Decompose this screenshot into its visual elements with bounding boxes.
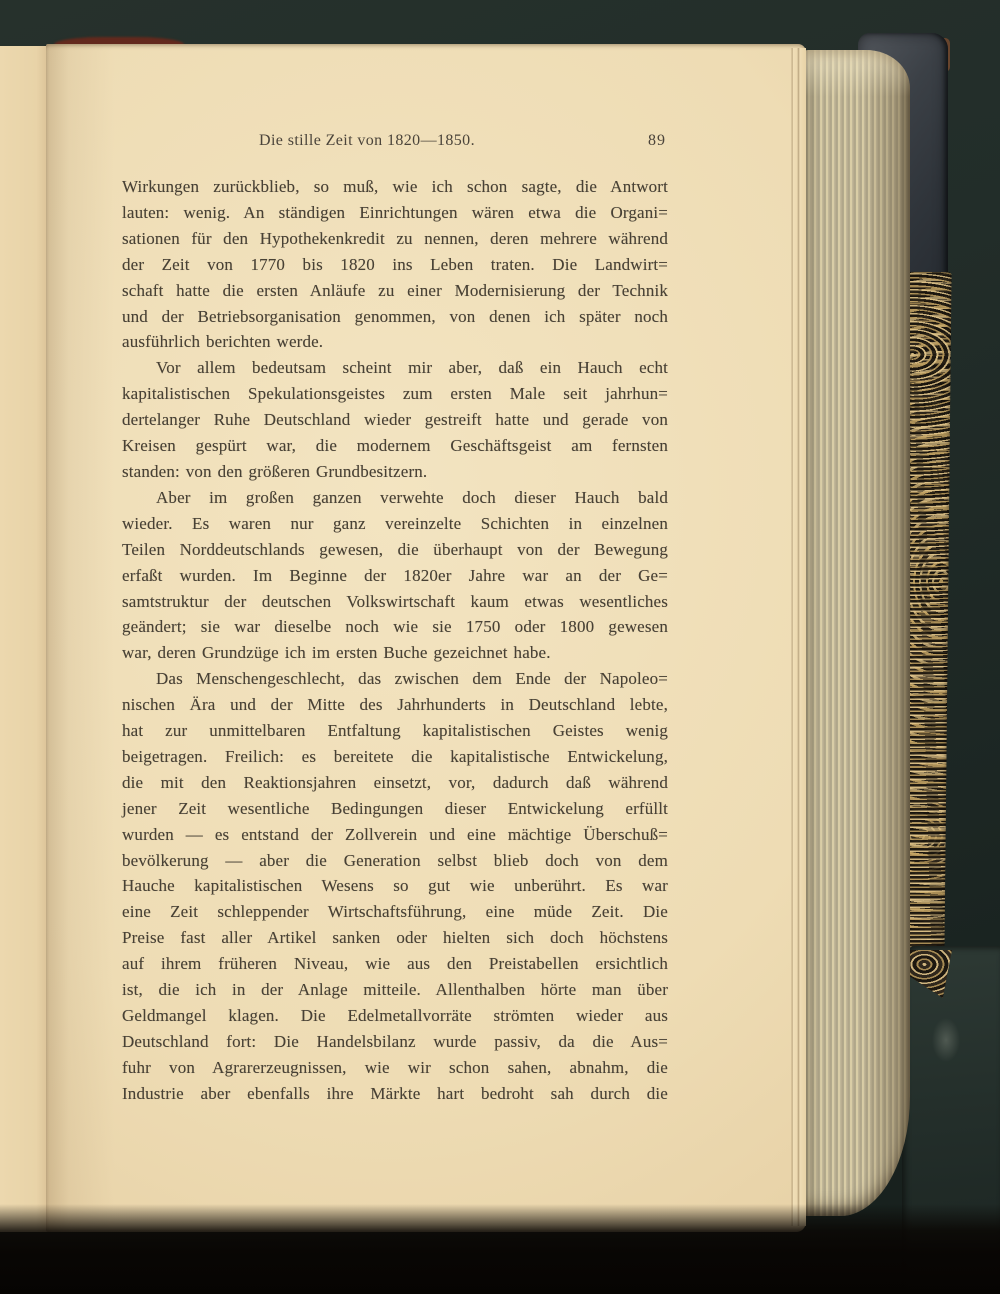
text-line: Kreisen gespürt war, die modernem Geschäftsgeist am fernsten: [122, 436, 668, 456]
text-line: beigetragen. Freilich: es bereitete die kapitalistische Entwickelung,: [122, 746, 668, 766]
text-line: eine Zeit schleppender Wirtschaftsführung, eine müde Zeit. Die: [122, 902, 668, 922]
text-line: schaft hatte die ersten Anläufe zu einer Modernisierung der Technik: [122, 280, 668, 300]
text-line: samtstruktur der deutschen Volkswirtschaft kaum etwas wesentliches: [122, 591, 668, 611]
text-line: bevölkerung — aber die Generation selbst blieb doch von dem: [122, 850, 668, 870]
page-edge-hairlines: [786, 48, 806, 1226]
text-line: wieder. Es waren nur ganz vereinzelte Schichten in einzelnen: [122, 513, 668, 533]
text-line: Aber im großen ganzen verwehte doch dieser Hauch bald: [156, 487, 668, 507]
text-line: sationen für den Hypothekenkredit zu nennen, deren mehrere während: [122, 228, 668, 248]
text-line: ist, die ich in der Anlage mitteile. Allenthalben hörte man über: [122, 980, 668, 1000]
text-line: dertelanger Ruhe Deutschland wieder gestreift hatte und gerade von: [122, 410, 668, 430]
text-line: die mit den Reaktionsjahren einsetzt, vor, dadurch daß während: [122, 772, 668, 792]
text-line: jener Zeit wesentliche Bedingungen dieser Entwickelung erfüllt: [122, 798, 668, 818]
page-stack-fore-edge: [802, 50, 910, 1216]
running-title: Die stille Zeit von 1820—1850.: [259, 132, 475, 149]
text-line: Industrie aber ebenfalls ihre Märkte hart bedroht sah durch die: [122, 1083, 668, 1103]
text-line: Wirkungen zurückblieb, so muß, wie ich schon sagte, die Antwort: [122, 177, 668, 196]
text-line: auf ihrem früheren Niveau, wie aus den Preistabellen ersichtlich: [122, 954, 668, 974]
text-line: Das Menschengeschlecht, das zwischen dem Ende der Napoleo=: [156, 669, 668, 689]
text-line: kapitalistischen Spekulationsgeistes zum ersten Male seit jahrhun=: [122, 384, 668, 404]
text-line: lauten: wenig. An ständigen Einrichtungen wären etwa die Organi=: [122, 202, 668, 222]
text-line: erfaßt wurden. Im Beginne der 1820er Jahre war an der Ge=: [122, 565, 668, 585]
text-line: der Zeit von 1770 bis 1820 ins Leben traten. Die Landwirt=: [122, 254, 668, 274]
page-header: [122, 132, 668, 158]
page-number: 89: [648, 132, 666, 149]
text-line: nischen Ära und der Mitte des Jahrhunderts in Deutschland lebte,: [122, 695, 668, 715]
text-line: Hauche kapitalistischen Wesens so gut wie unberührt. Es war: [122, 876, 668, 896]
text-line: Geldmangel klagen. Die Edelmetallvorräte strömten wieder aus: [122, 1006, 668, 1025]
cover-bottom-worn-spot: [932, 1018, 960, 1062]
paragraph: [122, 485, 668, 666]
paragraph: [122, 174, 668, 355]
text-line: Deutschland fort: Die Handelsbilanz wurde passiv, da die Aus=: [122, 1031, 668, 1051]
text-line: Teilen Norddeutschlands gewesen, die überhaupt von der Bewegung: [122, 539, 668, 559]
paragraph: [122, 666, 668, 1106]
bottom-shadow: [0, 1204, 1000, 1294]
text-line: war, deren Grundzüge ich im ersten Buche gezeichnet habe.: [122, 643, 551, 663]
book-page: [46, 44, 806, 1232]
text-line: wurden — es entstand der Zollverein und eine mächtige Überschuß=: [122, 824, 668, 844]
text-line: fuhr von Agrarerzeugnissen, wie wir schon sahen, abnahm, die: [122, 1057, 668, 1077]
text-block: [122, 174, 668, 1107]
paragraph: [122, 355, 668, 485]
text-line: geändert; sie war dieselbe noch wie sie 1750 oder 1800 gewesen: [122, 617, 668, 637]
text-line: Preise fast aller Artikel sanken oder hielten sich doch höchstens: [122, 928, 668, 948]
text-line: Vor allem bedeutsam scheint mir aber, daß ein Hauch echt: [156, 358, 668, 378]
text-line: und der Betriebsorganisation genommen, von denen ich später noch: [122, 306, 668, 326]
text-line: hat zur unmittelbaren Entfaltung kapitalistischen Geistes wenig: [122, 721, 668, 741]
text-line: ausführlich berichten werde.: [122, 332, 324, 352]
text-line: standen: von den größeren Grundbesitzern.: [122, 461, 428, 481]
